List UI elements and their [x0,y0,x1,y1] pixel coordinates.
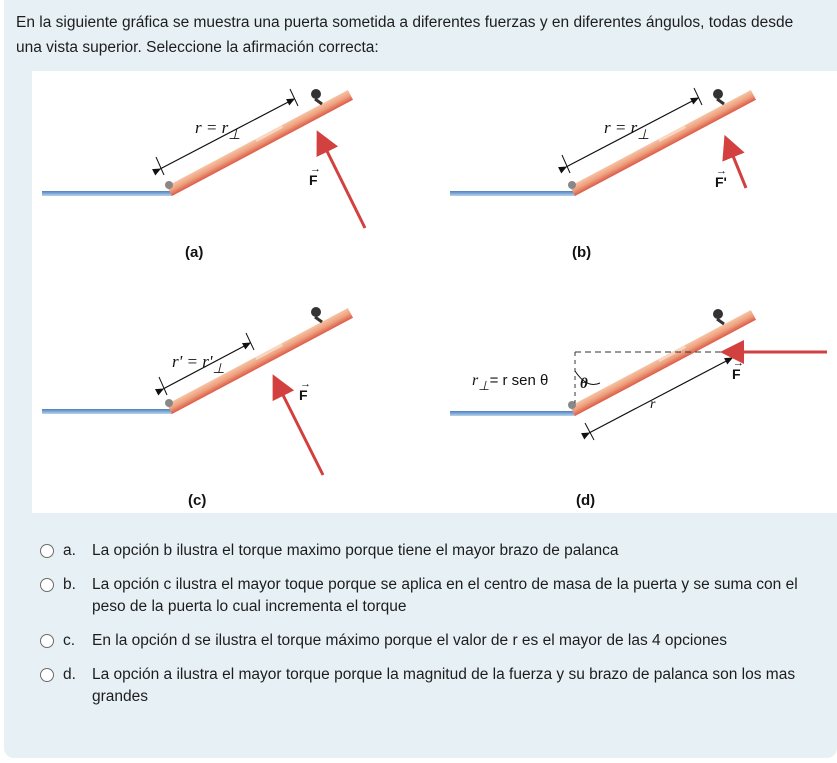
svg-text:F: F [309,172,318,188]
door-diagram [32,71,837,513]
door-knob [713,89,723,99]
svg-text:F: F [732,366,741,382]
panel-a-label: (a) [185,244,204,261]
svg-text:r⊥= r sen θ: $r_\perp= r$ sen θ [472,372,549,393]
force-arrow [322,141,365,228]
door-a [167,90,353,196]
option-letter: d. [63,666,76,683]
answer-options [34,540,834,720]
question-card [4,0,837,758]
door-d [570,310,756,416]
svg-text:F: F [299,387,308,403]
radio-button[interactable] [40,578,54,592]
door-knob [311,307,321,317]
svg-text:→: → [733,357,744,369]
svg-text:→: → [716,165,727,177]
option-a[interactable] [34,540,834,562]
radio-button[interactable] [40,544,54,558]
svg-text:r = r⊥: $r = r_\perp$ [604,118,650,143]
option-letter: c. [63,632,76,649]
radio-button[interactable] [40,634,54,648]
door-torque-figure [32,71,837,513]
panel-c-label: (c) [188,492,207,509]
option-text: La opción a ilustra el mayor torque porque la magnitud de la fuerza y su brazo de palanca son los mas grandes [92,666,796,705]
option-letter: a. [63,542,76,559]
option-letter: b. [63,576,76,593]
hinge [165,181,173,189]
panel-b-label: (b) [572,244,592,261]
wall [42,191,172,196]
door-knob [311,89,321,99]
radio-button[interactable] [40,668,54,682]
panel-a [42,89,365,261]
door-b [570,90,756,196]
option-text: La opción c ilustra el mayor toque porque se aplica en el centro de masa de la puerta y se suma con el peso de la puerta lo cual incrementa el torque [92,576,798,615]
svg-text:r = r⊥: $r = r_\perp$ [195,118,241,143]
option-c[interactable] [34,630,834,652]
question-text: En la siguiente gráfica se muestra una puerta sometida a diferentes fuerzas y en diferentes ángulos, todas desde una vista superior. Seleccione la afirmación correcta: [16,14,794,56]
option-b[interactable] [34,574,834,618]
door-knob [713,309,723,319]
option-text: En la opción d se ilustra el torque máximo porque el valor de r es el mayor de las 4 opciones [92,632,727,649]
svg-text:r: r [650,397,656,412]
option-text: La opción b ilustra el torque maximo porque tiene el mayor brazo de palanca [92,542,619,559]
option-d[interactable] [34,664,834,708]
svg-text:θ: θ [580,376,588,392]
svg-text:→: → [310,163,321,175]
panel-b [450,88,756,261]
svg-text:r' = r'⊥: $r' = r'_\perp$ [172,352,225,377]
force-arrow [729,146,746,188]
svg-text:→: → [300,378,311,390]
panel-d-label: (d) [576,492,596,509]
panel-c [42,307,353,509]
panel-d [450,309,827,509]
svg-text:F': F' [715,174,727,190]
